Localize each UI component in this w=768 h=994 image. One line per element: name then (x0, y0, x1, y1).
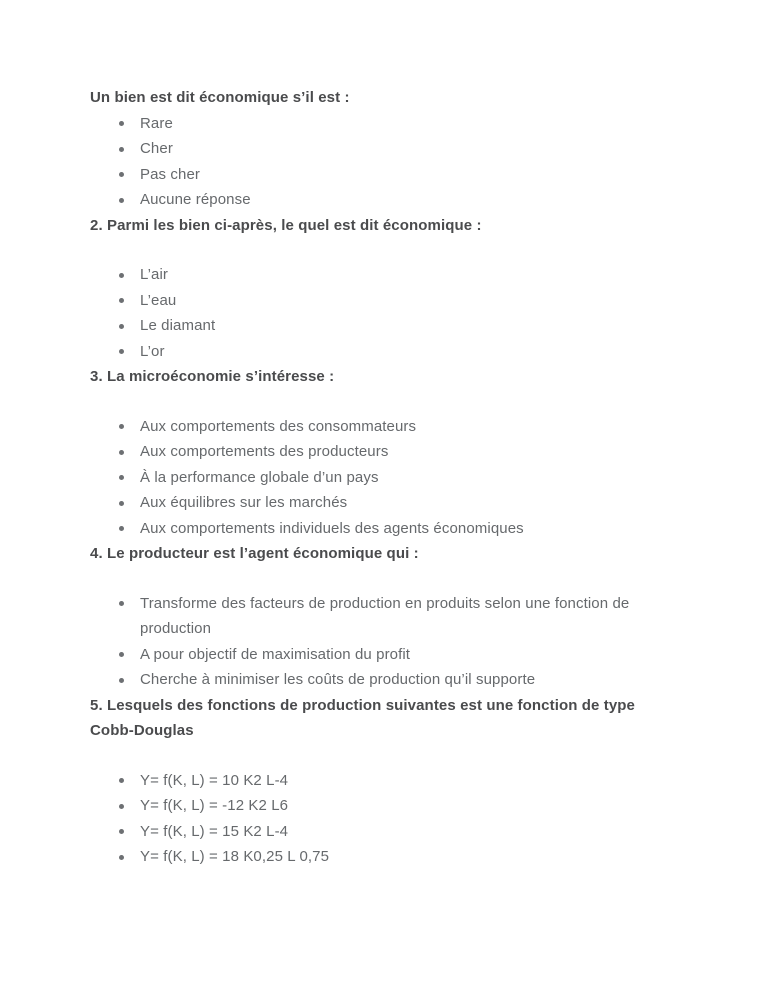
question-block-4 (90, 541, 678, 693)
bullet-icon (119, 501, 124, 506)
option-text: Aux comportements individuels des agents économiques (140, 519, 524, 537)
bullet-icon (119, 298, 124, 303)
options-list (90, 591, 678, 693)
bullet-icon (119, 121, 124, 126)
option-item (90, 516, 678, 542)
option-text: Y= f(K, L) = 10 K2 L-4 (140, 771, 289, 789)
option-item (90, 490, 678, 516)
option-item (90, 642, 678, 668)
bullet-icon (119, 450, 124, 455)
option-item (90, 844, 678, 870)
option-text: Le diamant (140, 317, 216, 334)
bullet-icon (119, 652, 124, 657)
option-text: Aux équilibres sur les marchés (140, 494, 348, 511)
question-title: 4. Le producteur est l’agent économique qui : (90, 545, 419, 562)
option-text: Cherche à minimiser les coûts de production qu’il supporte (140, 671, 536, 688)
option-item (90, 591, 678, 642)
option-text: L’or (140, 342, 165, 360)
option-item (90, 111, 678, 137)
option-item (90, 162, 678, 188)
option-item (90, 793, 678, 819)
bullet-icon (119, 349, 124, 354)
option-text: Cher (140, 140, 173, 157)
option-text: Y= f(K, L) = 18 K0,25 L 0,75 (140, 848, 330, 865)
option-item (90, 439, 678, 465)
option-text: A pour objectif de maximisation du profit (140, 645, 411, 663)
question-block-3 (90, 364, 678, 541)
question-title: Un bien est dit économique s’il est : (90, 89, 350, 106)
option-text: L’eau (140, 291, 177, 309)
bullet-icon (119, 526, 124, 531)
option-text: Pas cher (140, 165, 200, 183)
option-item (90, 465, 678, 491)
question-title: 5. Lesquels des fonctions de production suivantes est une fonction de type Cobb-Douglas (90, 696, 635, 739)
bullet-icon (119, 424, 124, 429)
bullet-icon (119, 855, 124, 860)
options-list (90, 768, 678, 870)
option-item (90, 288, 678, 314)
bullet-icon (119, 601, 124, 606)
bullet-icon (119, 273, 124, 278)
bullet-icon (119, 475, 124, 480)
option-text: Y= f(K, L) = -12 K2 L6 (140, 797, 289, 814)
option-item (90, 313, 678, 339)
option-item (90, 262, 678, 288)
options-list (90, 414, 678, 542)
option-text: Y= f(K, L) = 15 K2 L-4 (140, 822, 289, 840)
bullet-icon (119, 172, 124, 177)
option-text: Aux comportements des consommateurs (140, 417, 417, 435)
options-list (90, 111, 678, 213)
option-item (90, 187, 678, 213)
option-item (90, 339, 678, 365)
option-text: Rare (140, 114, 173, 132)
options-list (90, 262, 678, 364)
bullet-icon (119, 778, 124, 783)
bullet-icon (119, 147, 124, 152)
question-title: 2. Parmi les bien ci-après, le quel est dit économique : (90, 216, 482, 234)
bullet-icon (119, 678, 124, 683)
option-text: Aucune réponse (140, 191, 251, 208)
bullet-icon (119, 198, 124, 203)
bullet-icon (119, 829, 124, 834)
option-item (90, 414, 678, 440)
option-text: Aux comportements des producteurs (140, 443, 389, 460)
option-text: À la performance globale d’un pays (140, 468, 379, 486)
option-item (90, 667, 678, 693)
question-block-2 (90, 213, 678, 365)
option-text: Transforme des facteurs de production en produits selon une fonction de production (140, 594, 630, 637)
question-block-5 (90, 693, 678, 870)
option-item (90, 136, 678, 162)
option-item (90, 768, 678, 794)
question-title: 3. La microéconomie s’intéresse : (90, 368, 335, 385)
option-text: L’air (140, 266, 169, 283)
bullet-icon (119, 804, 124, 809)
bullet-icon (119, 324, 124, 329)
option-item (90, 819, 678, 845)
question-block-1 (90, 85, 678, 213)
